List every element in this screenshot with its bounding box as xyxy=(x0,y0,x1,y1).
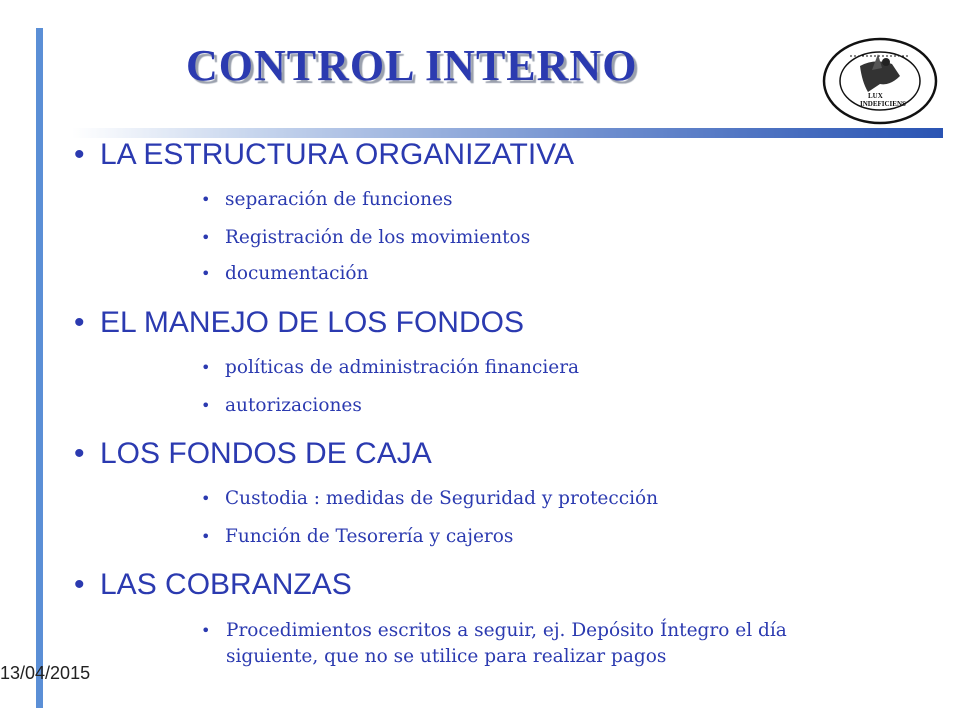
section-heading: • LOS FONDOS DE CAJA xyxy=(74,437,432,470)
list-item: • Función de Tesorería y cajeros xyxy=(201,526,514,547)
list-item: • separación de funciones xyxy=(201,189,453,210)
seal-motto-1: LUX xyxy=(868,92,883,100)
list-item: • políticas de administración financiera xyxy=(201,357,580,378)
slide-date: 13/04/2015 xyxy=(0,663,91,683)
seal-motto-2: INDEFICIENS xyxy=(860,100,906,108)
list-item: • Procedimientos escritos a seguir, ej. Depósito Íntegro el día siguiente, que no se utilice para realizar pagos xyxy=(201,620,787,667)
slide-title: CONTROL INTERNO xyxy=(186,41,638,90)
list-item: • documentación xyxy=(201,263,369,284)
list-item: • Custodia : medidas de Seguridad y protección xyxy=(201,488,659,509)
section-heading: • LAS COBRANZAS xyxy=(74,568,352,601)
section-heading: • LA ESTRUCTURA ORGANIZATIVA xyxy=(74,138,574,171)
section-heading: • EL MANEJO DE LOS FONDOS xyxy=(74,306,524,339)
list-item: • autorizaciones xyxy=(201,395,362,416)
list-item: • Registración de los movimientos xyxy=(201,227,531,248)
